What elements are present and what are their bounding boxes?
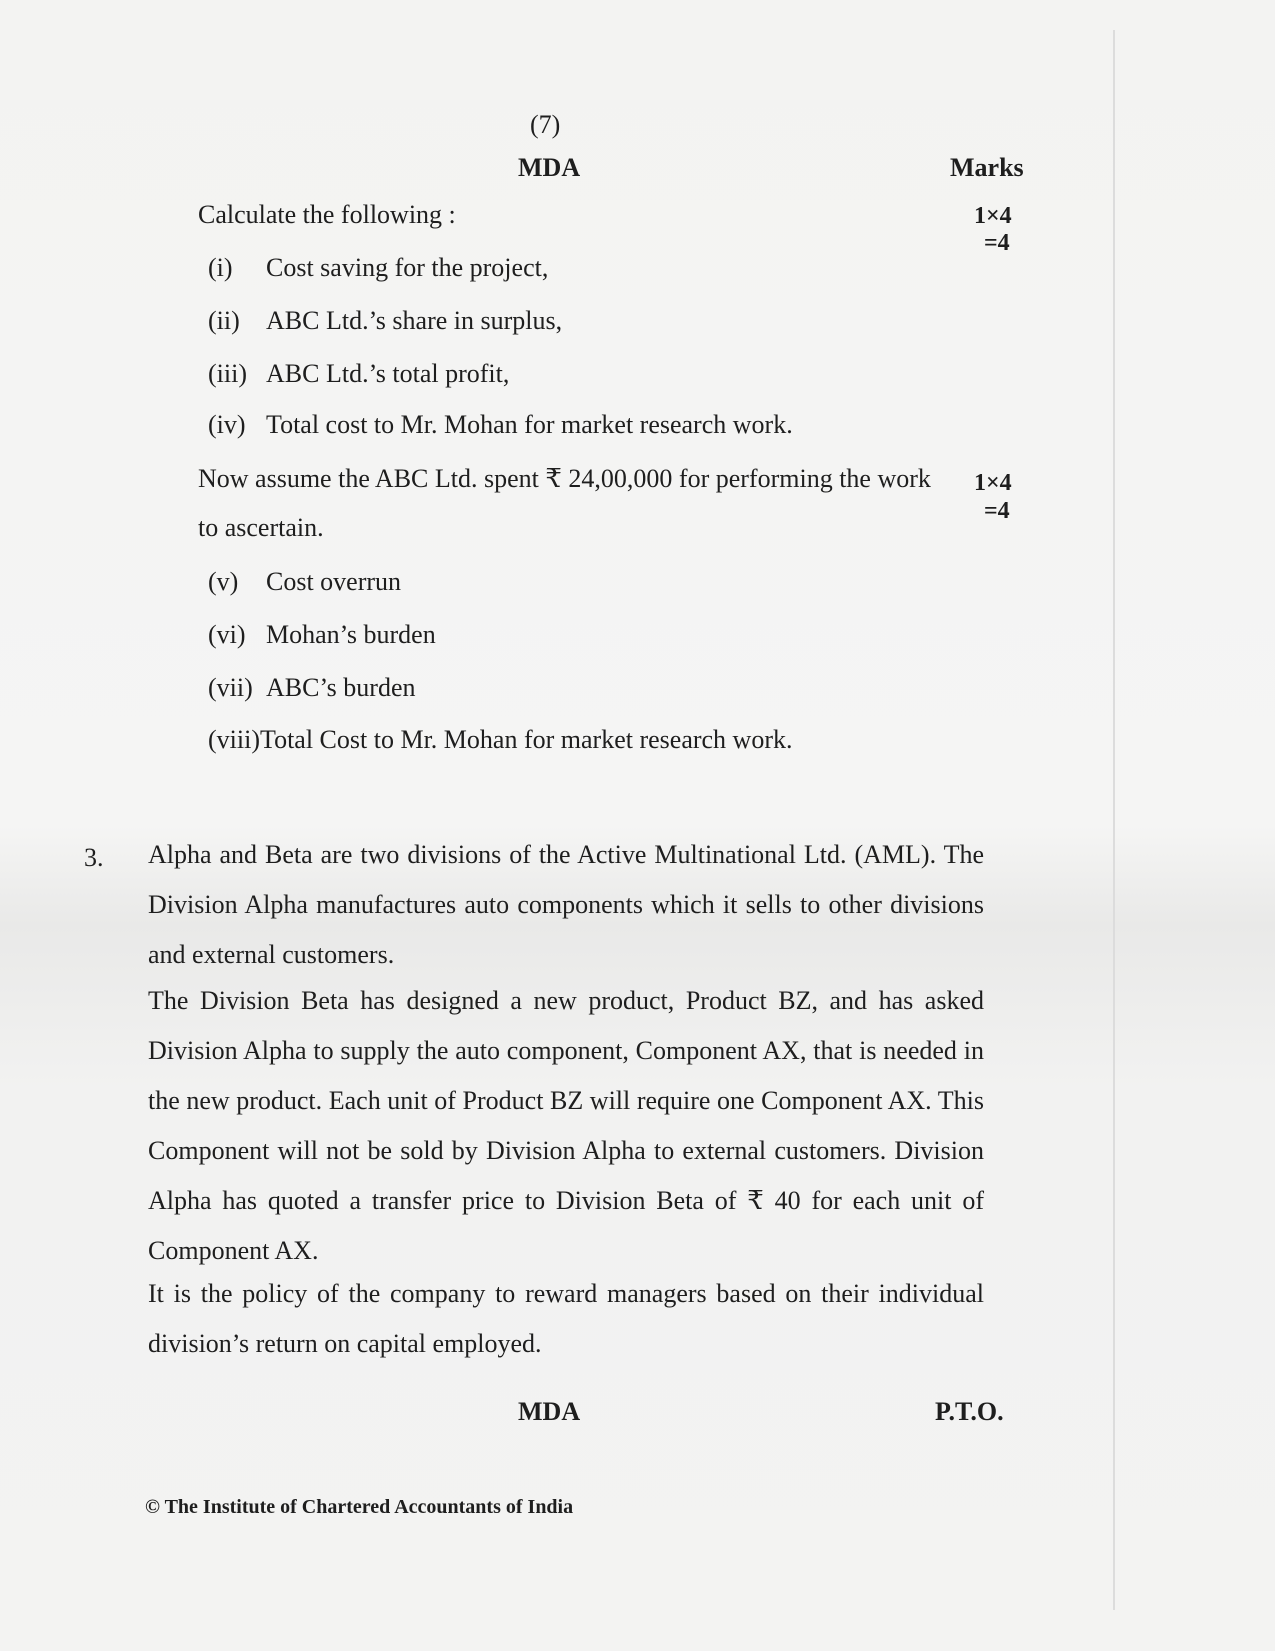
question-paragraph-2: The Division Beta has designed a new product, Product BZ, and has asked Division Alpha to supply the auto component, Component AX, that is needed in the new product. Each unit of Product BZ will require one Component AX. This Component will not be sold by Division Alpha to external customers. Division Alpha has quoted a transfer price to Division Beta of ₹ 40 for each unit of Component AX. xyxy=(148,986,984,1265)
item-text: Total cost to Mr. Mohan for market research work. xyxy=(266,410,793,439)
list-item xyxy=(208,620,436,650)
item-text: ABC Ltd.’s total profit, xyxy=(266,359,510,388)
item-number: (i) xyxy=(208,253,233,282)
question-paragraph-3: It is the policy of the company to reward managers based on their individual division’s return on capital employed. xyxy=(148,1279,984,1358)
list-item xyxy=(208,673,416,703)
item-text: Cost overrun xyxy=(266,567,402,596)
item-number: (ii) xyxy=(208,306,240,335)
item-number: (iii) xyxy=(208,359,247,388)
item-text: Mohan’s burden xyxy=(266,620,436,649)
marks-b-line2: =4 xyxy=(984,498,1010,524)
item-number: (vi) xyxy=(208,620,246,649)
assume-line-1: Now assume the ABC Ltd. spent ₹ 24,00,000 for performing the work xyxy=(198,464,931,493)
list-item xyxy=(208,359,509,389)
scan-edge xyxy=(1113,30,1115,1610)
item-number: (iv) xyxy=(208,410,246,439)
header-code: MDA xyxy=(518,153,581,182)
marks-a-line1: 1×4 xyxy=(974,203,1012,229)
item-text: ABC’s burden xyxy=(266,673,416,702)
list-item xyxy=(208,725,793,755)
marks-b-line1: 1×4 xyxy=(974,470,1012,496)
calculate-intro: Calculate the following : xyxy=(198,200,456,229)
question-paragraph-1: Alpha and Beta are two divisions of the Active Multinational Ltd. (AML). The Division Alpha manufactures auto components which it sells to other divisions and external customers. xyxy=(148,840,984,969)
item-text: ABC Ltd.’s share in surplus, xyxy=(266,306,563,335)
list-item xyxy=(208,253,548,283)
item-number: (vii) xyxy=(208,673,253,702)
item-number: (v) xyxy=(208,567,239,596)
question-number: 3. xyxy=(84,843,104,872)
pto-label: P.T.O. xyxy=(935,1397,1004,1426)
list-item xyxy=(208,410,793,440)
list-item xyxy=(208,567,401,597)
marks-header: Marks xyxy=(950,153,1024,182)
assume-line-2: to ascertain. xyxy=(198,513,324,542)
page-number: (7) xyxy=(530,110,561,139)
item-text: Cost saving for the project, xyxy=(266,253,549,282)
item-text: Total Cost to Mr. Mohan for market research work. xyxy=(260,725,793,754)
item-number: (viii) xyxy=(208,725,260,754)
list-item xyxy=(208,306,562,336)
footer-code: MDA xyxy=(518,1397,581,1426)
copyright-notice: © The Institute of Chartered Accountants of India xyxy=(145,1496,574,1518)
marks-a-line2: =4 xyxy=(984,230,1010,256)
